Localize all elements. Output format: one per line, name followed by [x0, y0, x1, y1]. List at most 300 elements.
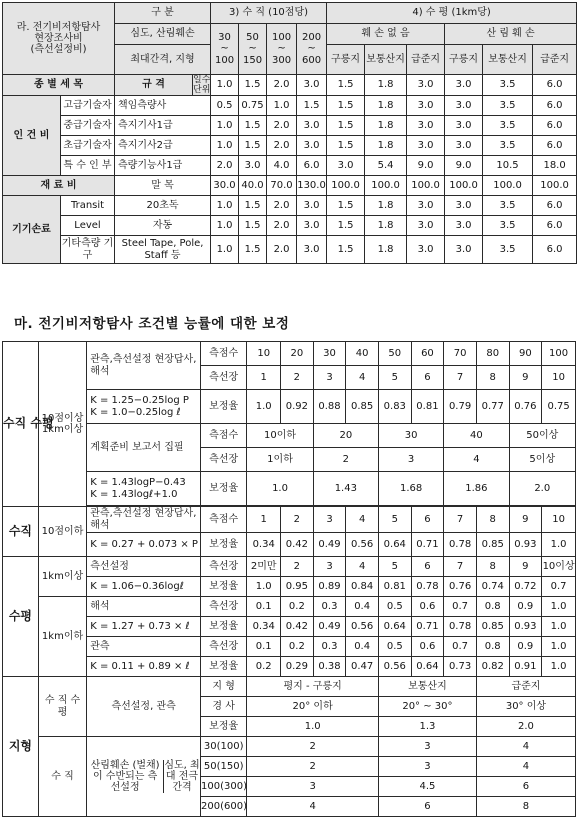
- value-cell: 2미만: [247, 557, 281, 577]
- value-cell: 1.0: [211, 75, 239, 96]
- value-cell: 3.0: [407, 196, 445, 216]
- value-cell: 0.64: [411, 657, 444, 677]
- value-cell: 3.0: [297, 236, 327, 264]
- depth-top: 200: [301, 32, 322, 44]
- value-cell: 2: [281, 507, 314, 533]
- value-cell: 4: [346, 366, 379, 390]
- value-cell: 0.9: [509, 597, 542, 617]
- value-cell: 100.0: [483, 176, 533, 196]
- value-cell: 0.81: [378, 577, 411, 597]
- depth-col: [297, 24, 327, 75]
- cond-10-under: 10점이하: [38, 507, 86, 557]
- value-cell: 6.0: [533, 236, 577, 264]
- value-cell: 1.5: [327, 136, 365, 156]
- value-cell: 0.76: [509, 390, 542, 424]
- value-cell: 100.0: [445, 176, 483, 196]
- value-cell: 70.0: [267, 176, 297, 196]
- depth-interval: 심도, 최대 전극 간격: [164, 759, 200, 794]
- value-cell: 8: [476, 507, 509, 533]
- value-cell: 20: [313, 424, 378, 448]
- value-cell: 10: [247, 342, 281, 366]
- value-cell: 1.5: [327, 116, 365, 136]
- value-cell: 1.0: [247, 577, 281, 597]
- depth-row-label: 50(150): [201, 757, 247, 777]
- value-cell: 3.0: [297, 75, 327, 96]
- value-cell: 10이상: [542, 557, 576, 577]
- depth-row-label: 200(600): [201, 797, 247, 817]
- value-cell: 1.8: [365, 216, 407, 236]
- value-cell: 0.5: [211, 96, 239, 116]
- value-cell: 3: [313, 507, 346, 533]
- value-cell: 3.0: [297, 116, 327, 136]
- corner-line: 현장조사비: [34, 32, 83, 44]
- value-cell: 1: [247, 366, 281, 390]
- value-cell: 2: [247, 757, 379, 777]
- value-cell: 1.0: [542, 533, 576, 557]
- row-name: 중급기술자: [61, 116, 115, 136]
- formula-a: [87, 390, 201, 424]
- value-cell: 1.5: [239, 236, 267, 264]
- row-name: 초급기술자: [61, 136, 115, 156]
- value-cell: 3.5: [483, 96, 533, 116]
- value-cell: 3: [247, 777, 379, 797]
- value-cell: 2.0: [267, 116, 297, 136]
- value-cell: 1.5: [327, 75, 365, 96]
- formula-e: K = 1.27 + 0.73 × ℓ: [87, 617, 201, 637]
- row-spec: Steel Tape, Pole, Staff 등: [115, 236, 211, 264]
- value-cell: 6: [378, 797, 476, 817]
- depth-bottom: 300: [271, 54, 292, 66]
- value-cell: 6: [411, 557, 444, 577]
- value-cell: 3.0: [239, 156, 267, 176]
- depth-col: [239, 24, 267, 75]
- spec-header: 규 격: [115, 75, 193, 96]
- terrain-group: 지형: [3, 677, 39, 817]
- value-cell: 0.6: [411, 637, 444, 657]
- corner-title: [3, 3, 115, 75]
- corner-line: 라. 전기비저항탐사: [16, 21, 101, 33]
- value-cell: 3.0: [445, 196, 483, 216]
- value-cell: 5: [378, 557, 411, 577]
- terrain-header: 구릉지: [327, 45, 365, 75]
- value-cell: 0.85: [476, 617, 509, 637]
- formula-line: K = 1.43logℓ+1.0: [90, 488, 178, 500]
- value-cell: 10: [542, 366, 576, 390]
- value-cell: 9: [509, 557, 542, 577]
- value-cell: 0.91: [509, 657, 542, 677]
- line-label: 측선장: [201, 597, 247, 617]
- work-survey-2: 관측,측선설정 현장답사,해석: [87, 507, 201, 533]
- unit-bottom: 단위: [193, 85, 211, 96]
- depth-col: [267, 24, 297, 75]
- value-cell: 5이상: [509, 448, 575, 472]
- value-cell: 0.1: [247, 597, 281, 617]
- value-cell: 4.5: [378, 777, 476, 797]
- value-cell: 100.0: [365, 176, 407, 196]
- value-cell: 2: [281, 557, 314, 577]
- value-cell: 3.0: [297, 196, 327, 216]
- value-cell: 20: [281, 342, 314, 366]
- value-cell: 0.34: [247, 617, 281, 637]
- row-spec: 말 목: [115, 176, 211, 196]
- value-cell: 1.5: [239, 196, 267, 216]
- count-label: 측점수: [201, 342, 247, 366]
- depth-row-label: 100(300): [201, 777, 247, 797]
- slope-value: 20° 이하: [247, 697, 379, 717]
- value-cell: 0.3: [313, 597, 346, 617]
- value-cell: 50이상: [509, 424, 575, 448]
- value-cell: 0.56: [346, 533, 379, 557]
- value-cell: 9: [509, 507, 542, 533]
- formula-f: K = 0.11 + 0.89 × ℓ: [87, 657, 201, 677]
- value-cell: 3: [378, 757, 476, 777]
- value-cell: 0.2: [247, 657, 281, 677]
- value-cell: 2: [247, 737, 379, 757]
- value-cell: 1: [247, 507, 281, 533]
- labor-group: 인 건 비: [3, 96, 61, 176]
- value-cell: 1.5: [327, 196, 365, 216]
- value-cell: 30.0: [211, 176, 239, 196]
- value-cell: 0.72: [509, 577, 542, 597]
- value-cell: 130.0: [297, 176, 327, 196]
- value-cell: 1.8: [365, 116, 407, 136]
- equipment-group: 기기손료: [3, 196, 61, 264]
- value-cell: 10: [542, 507, 576, 533]
- value-cell: 0.6: [411, 597, 444, 617]
- value-cell: 2: [281, 366, 314, 390]
- value-cell: 1.0: [542, 657, 576, 677]
- value-cell: 0.71: [411, 533, 444, 557]
- value-cell: 1.5: [239, 75, 267, 96]
- value-cell: 3.0: [297, 216, 327, 236]
- horizontal-header: 4) 수 평 (1km당): [327, 3, 577, 24]
- value-cell: 2.0: [509, 472, 575, 506]
- cond-1km-under: 1km이하: [38, 597, 86, 677]
- value-cell: 70: [444, 342, 477, 366]
- line-label: 측선장: [201, 448, 247, 472]
- line-label: 측선장: [201, 366, 247, 390]
- value-cell: 1.5: [327, 236, 365, 264]
- value-cell: 0.4: [346, 597, 379, 617]
- value-cell: 7: [444, 366, 477, 390]
- value-cell: 1.8: [365, 236, 407, 264]
- depth-top: 30: [218, 32, 231, 44]
- value-cell: 6.0: [533, 136, 577, 156]
- value-cell: 4: [346, 557, 379, 577]
- formula-d: K = 1.06−0.36logℓ: [87, 577, 201, 597]
- cond-10-over: 10점이상 1km이상: [38, 342, 86, 507]
- row-name: 기타측량 기 구: [61, 236, 115, 264]
- value-cell: 3: [313, 557, 346, 577]
- value-cell: 0.56: [346, 617, 379, 637]
- value-cell: 0.64: [378, 533, 411, 557]
- value-cell: 1.5: [327, 216, 365, 236]
- depth-col: [211, 24, 239, 75]
- value-cell: 9.0: [445, 156, 483, 176]
- value-cell: 100: [542, 342, 576, 366]
- value-cell: 0.7: [444, 637, 477, 657]
- v-label: 수 직: [38, 737, 86, 817]
- value-cell: 1.8: [365, 196, 407, 216]
- value-cell: 4: [444, 448, 509, 472]
- value-cell: 3: [378, 448, 443, 472]
- value-cell: 6.0: [533, 75, 577, 96]
- group-label: 구 분: [115, 3, 211, 24]
- line-setting: 측선설정: [87, 557, 201, 577]
- row-spec: 자동: [115, 216, 211, 236]
- interval-label: 최대간격, 지형: [115, 45, 211, 75]
- value-cell: 6.0: [533, 216, 577, 236]
- value-cell: 4: [247, 797, 379, 817]
- row-name: 고급기술자: [61, 96, 115, 116]
- forest-setting: [87, 737, 201, 817]
- value-cell: 3.0: [445, 75, 483, 96]
- correction-label: 보정율: [201, 577, 247, 597]
- value-cell: 0.49: [313, 533, 346, 557]
- row-name: Level: [61, 216, 115, 236]
- value-cell: 1.86: [444, 472, 509, 506]
- value-cell: 3.0: [297, 136, 327, 156]
- value-cell: 0.38: [313, 657, 346, 677]
- value-cell: 50: [378, 342, 411, 366]
- row-spec: 측량기능사1급: [115, 156, 211, 176]
- terrain-header: 급준지: [407, 45, 445, 75]
- value-cell: 2.0: [211, 156, 239, 176]
- value-cell: 3: [313, 366, 346, 390]
- value-cell: 1.8: [365, 136, 407, 156]
- correction-label: 보정율: [201, 657, 247, 677]
- value-cell: 100.0: [533, 176, 577, 196]
- value-cell: 3.0: [445, 136, 483, 156]
- value-cell: 100.0: [407, 176, 445, 196]
- horizontal-group: 수평: [3, 557, 39, 677]
- value-cell: 1.0: [542, 597, 576, 617]
- value-cell: 6.0: [533, 96, 577, 116]
- unit-top: 일수: [193, 75, 211, 85]
- line-observation: 측선설정, 관측: [87, 677, 201, 737]
- terrain-header: 보통산지: [365, 45, 407, 75]
- depth-row-label: 30(100): [201, 737, 247, 757]
- value-cell: 1.43: [313, 472, 378, 506]
- value-cell: 0.8: [476, 597, 509, 617]
- value-cell: 0.74: [476, 577, 509, 597]
- value-cell: 7: [444, 507, 477, 533]
- value-cell: 3.5: [483, 196, 533, 216]
- row-spec: 측지기사2급: [115, 136, 211, 156]
- cond-1km-over: 1km이상: [38, 557, 86, 597]
- value-cell: 2.0: [267, 75, 297, 96]
- value-cell: 0.42: [281, 533, 314, 557]
- value-cell: 2.0: [267, 236, 297, 264]
- value-cell: 0.93: [509, 617, 542, 637]
- efficiency-correction-table: [2, 341, 576, 817]
- slope-value: 20° ~ 30°: [378, 697, 476, 717]
- value-cell: 60: [411, 342, 444, 366]
- value-cell: 8: [476, 366, 509, 390]
- vertical-group: 수직: [3, 507, 39, 557]
- value-cell: 0.95: [281, 577, 314, 597]
- value-cell: 6: [411, 507, 444, 533]
- value-cell: 5.4: [365, 156, 407, 176]
- depth-bottom: 100: [214, 54, 235, 66]
- slope-label: 경 사: [201, 697, 247, 717]
- value-cell: 7: [444, 557, 477, 577]
- value-cell: 3.5: [483, 216, 533, 236]
- value-cell: 0.77: [476, 390, 509, 424]
- value-cell: 0.9: [509, 637, 542, 657]
- value-cell: 6.0: [533, 116, 577, 136]
- correction-label: 보정율: [201, 717, 247, 737]
- value-cell: 0.78: [444, 533, 477, 557]
- depth-sep: ~: [307, 43, 316, 55]
- value-cell: 3.0: [445, 116, 483, 136]
- unit-header: [193, 75, 211, 96]
- value-cell: 0.85: [476, 533, 509, 557]
- terrain-header: 보통산지: [483, 45, 533, 75]
- row-spec: 책임측량사: [115, 96, 211, 116]
- formula-line: K = 1.0−0.25log ℓ: [90, 406, 181, 418]
- value-cell: 1.68: [378, 472, 443, 506]
- value-cell: 1.0: [542, 617, 576, 637]
- value-cell: 0.82: [476, 657, 509, 677]
- terrain-rate: 1.3: [378, 717, 476, 737]
- value-cell: 80: [476, 342, 509, 366]
- value-cell: 0.76: [444, 577, 477, 597]
- value-cell: 3.0: [407, 116, 445, 136]
- value-cell: 0.56: [378, 657, 411, 677]
- terrain-header: 급준지: [533, 45, 577, 75]
- row-spec: 20초독: [115, 196, 211, 216]
- value-cell: 0.7: [444, 597, 477, 617]
- value-cell: 0.75: [239, 96, 267, 116]
- value-cell: 1.0: [542, 637, 576, 657]
- value-cell: 0.8: [476, 637, 509, 657]
- line-label: 측선장: [201, 637, 247, 657]
- value-cell: 4: [346, 507, 379, 533]
- vertical-header: 3) 수 직 (10점당): [211, 3, 327, 24]
- value-cell: 1.0: [211, 136, 239, 156]
- value-cell: 0.85: [346, 390, 379, 424]
- count-label: 측점수: [201, 424, 247, 448]
- row-name: Transit: [61, 196, 115, 216]
- value-cell: 0.78: [444, 617, 477, 637]
- depth-bottom: 150: [242, 54, 263, 66]
- value-cell: 3.0: [445, 96, 483, 116]
- value-cell: 3: [378, 737, 476, 757]
- value-cell: 0.93: [509, 533, 542, 557]
- terrain-label: 지 형: [201, 677, 247, 697]
- depth-sep: ~: [277, 43, 286, 55]
- value-cell: 90: [509, 342, 542, 366]
- formula-c: K = 0.27 + 0.073 × P: [87, 533, 201, 557]
- value-cell: 1.5: [239, 216, 267, 236]
- value-cell: 2.0: [267, 216, 297, 236]
- value-cell: 4: [476, 757, 575, 777]
- value-cell: 1.5: [297, 96, 327, 116]
- depth-sep: ~: [220, 43, 229, 55]
- terrain-type: 급준지: [476, 677, 575, 697]
- value-cell: 0.84: [346, 577, 379, 597]
- value-cell: 3.5: [483, 236, 533, 264]
- value-cell: 0.29: [281, 657, 314, 677]
- plan-report: 계획준비 보고서 집필: [87, 424, 201, 472]
- value-cell: 6.0: [533, 196, 577, 216]
- count-label: 측점수: [201, 507, 247, 533]
- value-cell: 3.0: [407, 96, 445, 116]
- value-cell: 8: [476, 797, 575, 817]
- value-cell: 2: [313, 448, 378, 472]
- terrain-header: 구릉지: [445, 45, 483, 75]
- value-cell: 0.7: [542, 577, 576, 597]
- value-cell: 3.0: [445, 216, 483, 236]
- terrain-type: 보통산지: [378, 677, 476, 697]
- terrain-type: 평지 - 구릉지: [247, 677, 379, 697]
- correction-label: 보정율: [201, 617, 247, 637]
- vertical-horizontal-group: 수직 수평: [3, 342, 39, 507]
- correction-label: 보정율: [201, 533, 247, 557]
- slope-value: 30° 이상: [476, 697, 575, 717]
- value-cell: 5: [378, 366, 411, 390]
- analysis: 해석: [87, 597, 201, 617]
- value-cell: 10이하: [247, 424, 313, 448]
- value-cell: 2.0: [267, 136, 297, 156]
- formula-line: K = 1.43logP−0.43: [90, 477, 186, 489]
- value-cell: 1.0: [211, 236, 239, 264]
- line-label: 측선장: [201, 557, 247, 577]
- value-cell: 0.2: [281, 597, 314, 617]
- value-cell: 1.0: [211, 116, 239, 136]
- value-cell: 3.5: [483, 75, 533, 96]
- value-cell: 0.49: [313, 617, 346, 637]
- value-cell: 9.0: [407, 156, 445, 176]
- value-cell: 30: [378, 424, 443, 448]
- value-cell: 3.0: [407, 216, 445, 236]
- value-cell: 0.83: [378, 390, 411, 424]
- value-cell: 0.75: [542, 390, 576, 424]
- value-cell: 10.5: [483, 156, 533, 176]
- value-cell: 6: [476, 777, 575, 797]
- value-cell: 0.89: [313, 577, 346, 597]
- value-cell: 40: [346, 342, 379, 366]
- section-title: 마. 전기비저항탐사 조건별 능률에 대한 보정: [14, 316, 290, 332]
- corner-line: (측선설정비): [30, 44, 87, 56]
- value-cell: 0.73: [444, 657, 477, 677]
- value-cell: 0.42: [281, 617, 314, 637]
- value-cell: 1.5: [239, 136, 267, 156]
- value-cell: 4: [476, 737, 575, 757]
- value-cell: 8: [476, 557, 509, 577]
- observation: 관측: [87, 637, 201, 657]
- value-cell: 0.2: [281, 637, 314, 657]
- correction-label: 보정율: [201, 472, 247, 506]
- forest-setting-text: 산림훼손 (벌채)이 수반되는 측선설정: [90, 759, 160, 794]
- value-cell: 5: [378, 507, 411, 533]
- value-cell: 1.0: [247, 472, 313, 506]
- vh-label: 수 직 수 평: [38, 677, 86, 737]
- item-header: 종 별 세 목: [3, 75, 115, 96]
- value-cell: 1이하: [247, 448, 313, 472]
- forest-damage-header: 산 림 훼 손: [445, 24, 577, 45]
- correction-label: 보정율: [201, 390, 247, 424]
- value-cell: 3.0: [327, 156, 365, 176]
- value-cell: 18.0: [533, 156, 577, 176]
- value-cell: 0.92: [281, 390, 314, 424]
- terrain-rate: 1.0: [247, 717, 379, 737]
- depth-top: 50: [246, 32, 259, 44]
- depth-sep: ~: [248, 43, 257, 55]
- value-cell: 6: [411, 366, 444, 390]
- value-cell: 3.0: [407, 236, 445, 264]
